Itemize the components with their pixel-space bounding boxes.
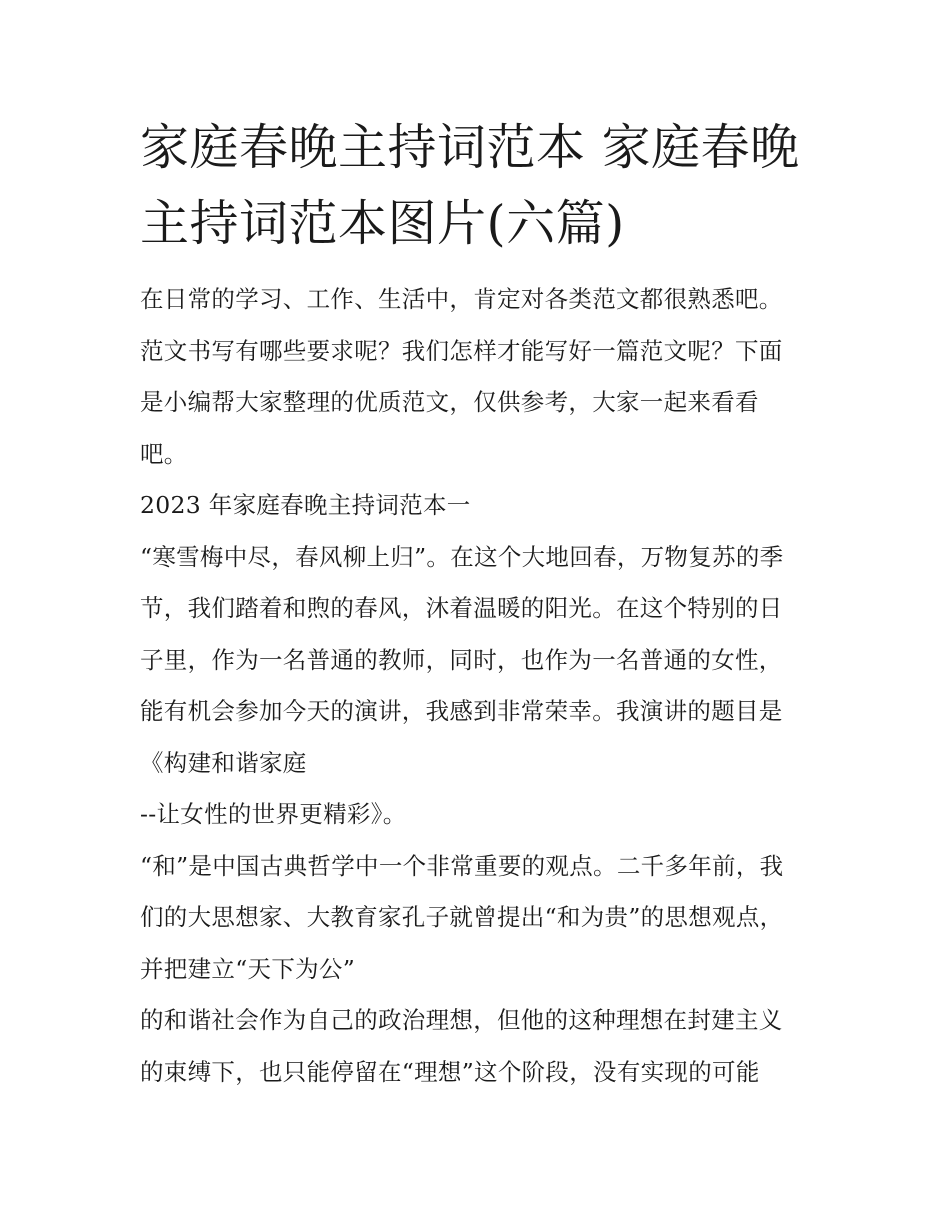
paragraph-line: 能有机会参加今天的演讲，我感到非常荣幸。我演讲的题目是 <box>140 697 783 725</box>
paragraph-line: 节，我们踏着和煦的春风，沐着温暖的阳光。在这个特别的日 <box>140 594 783 622</box>
paragraph-line: 们的大思想家、大教育家孔子就曾提出“和为贵”的思想观点， <box>140 903 784 931</box>
paragraph-line: 《构建和谐家庭 <box>140 748 307 777</box>
document-page <box>140 110 812 1098</box>
intro-line: 在日常的学习、工作、生活中，肯定对各类范文都很熟悉吧。 <box>140 285 783 313</box>
document-body <box>140 274 812 1098</box>
paragraph-line: 的束缚下，也只能停留在“理想”这个阶段，没有实现的可能 <box>140 1057 760 1086</box>
intro-line: 是小编帮大家整理的优质范文，仅供参考，大家一起来看看 <box>140 388 759 416</box>
title-line: 主持词范本图片(六篇) <box>140 195 625 252</box>
title-line: 家庭春晚主持词范本 家庭春晚 <box>140 119 800 176</box>
paragraph-line: 子里，作为一名普通的教师，同时，也作为一名普通的女性， <box>140 645 783 674</box>
paragraph-line: “寒雪梅中尽，春风柳上归”。在这个大地回春，万物复苏的季 <box>140 542 784 571</box>
document-title <box>140 110 812 262</box>
paragraph-line: “和”是中国古典哲学中一个非常重要的观点。二千多年前，我 <box>140 851 784 880</box>
intro-line: 吧。 <box>140 439 188 468</box>
intro-line: 范文书写有哪些要求呢？我们怎样才能写好一篇范文呢？下面 <box>140 336 783 365</box>
paragraph-line: 并把建立“天下为公” <box>140 954 356 983</box>
paragraph-line: --让女性的世界更精彩》。 <box>140 800 407 828</box>
section-heading: 2023 年家庭春晚主持词范本一 <box>140 491 471 519</box>
paragraph-line: 的和谐社会作为自己的政治理想，但他的这种理想在封建主义 <box>140 1006 783 1034</box>
